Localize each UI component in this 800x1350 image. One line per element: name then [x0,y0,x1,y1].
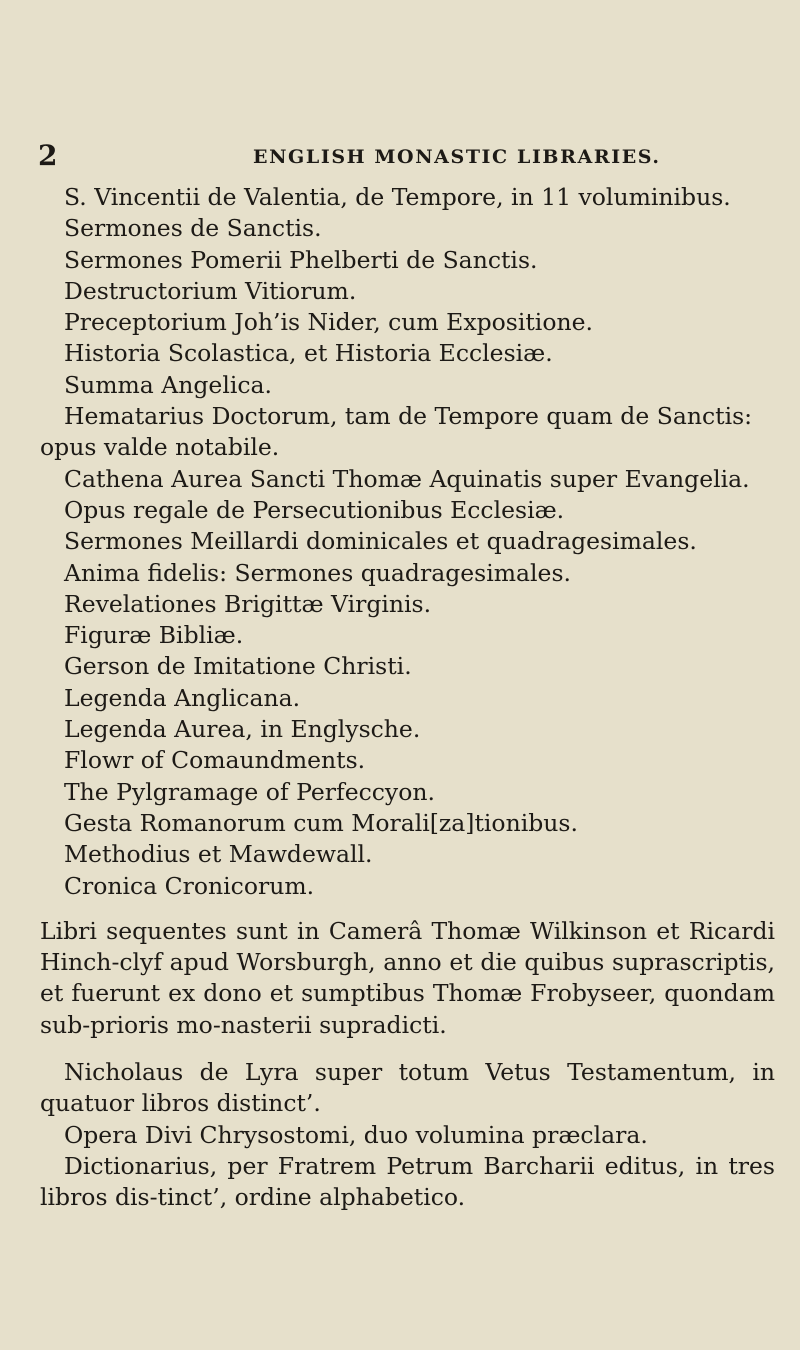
list-entry: Opus regale de Persecutionibus Ecclesiæ. [64,495,565,524]
page-number: 2 [38,139,58,172]
list-entry: Revelationes Brigittæ Virginis. [64,589,432,618]
list-entry: Destructorium Vitiorum. [64,276,357,305]
list-entry: Anima fidelis: Sermones quadragesimales. [64,558,571,587]
list-entry: Gerson de Imitatione Christi. [64,652,412,681]
list-entry: Dictionarius, per Fratrem Petrum Barcharii editus, in tres libros dis-tinct’, ordine alphabetico. [40,1151,775,1212]
body-text [40,182,775,1214]
list-entry: Nicholaus de Lyra super totum Vetus Testamentum, in quatuor libros distinct’. [40,1058,775,1118]
list-entry: S. Vincentii de Valentia, de Tempore, in 11 voluminibus. [64,183,731,211]
provenance-paragraph: Libri sequentes sunt in Camerâ Thomæ Wilkinson et Ricardi Hinch-clyf apud Worsburgh, anno et die quibus suprascriptis, et fuerunt ex dono et sumptibus Thomæ Frobyseer, quondam sub-prioris mo-nasterii supradicti. [40,916,775,1039]
list-entry: Flowr of Comaundments. [64,746,366,775]
list-entry: Opera Divi Chrysostomi, duo volumina præclara. [64,1120,648,1149]
list-entry: Sermones Pomerii Phelberti de Sanctis. [64,245,538,274]
list-entry: Figuræ Bibliæ. [64,621,244,650]
list-entry: Gesta Romanorum cum Morali[za]tionibus. [64,808,578,837]
list-entry: The Pylgramage of Perfeccyon. [64,777,435,806]
list-entry: Legenda Aurea, in Englysche. [64,715,421,744]
running-head: ENGLISH MONASTIC LIBRARIES. [253,146,661,168]
page-header [0,138,800,174]
list-entry: Summa Angelica. [64,370,273,399]
list-entry: Methodius et Mawdewall. [64,840,373,869]
list-entry: Hematarius Doctorum, tam de Tempore quam de Sanctis: opus valde notabile. [40,402,753,462]
list-entry: Historia Scolastica, et Historia Ecclesiæ. [64,339,553,368]
section-gap [40,1041,775,1057]
list-entry: Cathena Aurea Sancti Thomæ Aquinatis super Evangelia. [64,464,750,493]
list-entry: Legenda Anglicana. [64,683,301,712]
list-entry: Cronica Cronicorum. [64,871,315,900]
list-entry: Sermones de Sanctis. [64,214,322,243]
list-entry: Sermones Meillardi dominicales et quadragesimales. [64,527,697,556]
list-entry: Preceptorium Joh’is Nider, cum Expositione. [64,308,593,337]
